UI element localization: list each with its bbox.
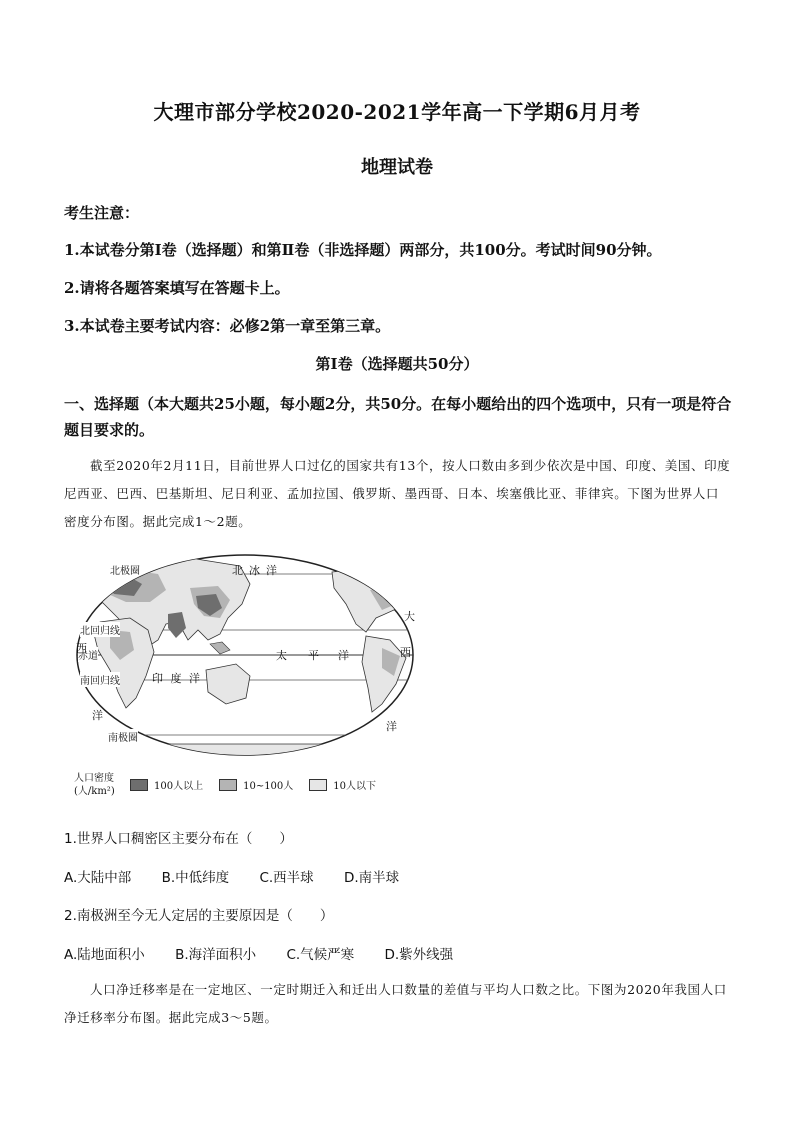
question-1-options (64, 866, 425, 886)
legend-swatch-high (130, 779, 148, 791)
q1-option-d[interactable]: D.南半球 (343, 870, 400, 886)
label-pacific-tai: 太 (276, 649, 287, 662)
legend-swatch-medium (219, 779, 237, 791)
q1-option-a[interactable]: A.大陆中部 (64, 870, 132, 886)
label-atlantic-west-xi: 西 (76, 642, 87, 655)
label-antarctic-circle: 南极圈 (108, 729, 138, 744)
notice-heading: 考生注意： (64, 204, 140, 222)
passage-1: 截至2020年2月11日，目前世界人口过亿的国家共有13个，按人口数由多到少依次是中国、印度、美国、印度尼西亚、巴西、巴基斯坦、尼日利亚、孟加拉国、俄罗斯、墨西哥、日本、埃塞俄比亚、菲律宾。下图为世界人口密度分布图。据此完成1～2题。 (64, 458, 731, 529)
passage-2: 人口净迁移率是在一定地区、一定时期迁入和迁出人口数量的差值与平均人口数之比。下图为2020年我国人口净迁移率分布图。据此完成3～5题。 (64, 982, 727, 1025)
legend-swatch-low (309, 779, 327, 791)
exam-title: 大理市部分学校2020-2021学年高一下学期6月月考 (153, 100, 641, 124)
label-tropic-cancer: 北回归线 (80, 622, 120, 637)
notice-item-3: 3.本试卷主要考试内容：必修2第一章至第三章。 (64, 317, 391, 335)
question-2-stem: 2.南极洲至今无人定居的主要原因是（ ） (64, 908, 334, 924)
label-pacific-yang: 洋 (338, 649, 349, 662)
q1-option-c[interactable]: C.西半球 (259, 870, 314, 886)
legend-items (130, 777, 376, 792)
legend-label-medium: 10~100人 (243, 781, 294, 792)
q2-option-b[interactable]: B.海洋面积小 (175, 947, 257, 963)
label-atlantic-east-da: 大 (404, 610, 415, 623)
label-arctic-circle: 北极圈 (110, 566, 140, 577)
legend-title-line2: (人/km²) (74, 786, 115, 797)
world-population-density-map (70, 552, 420, 802)
section-instructions: 一、选择题（本大题共25小题，每小题2分，共50分。在每小题给出的四个选项中，只有一项是符合题目要求的。 (64, 395, 732, 439)
question-2-options (64, 943, 479, 963)
q2-option-a[interactable]: A.陆地面积小 (64, 947, 145, 963)
legend-title-line1: 人口密度 (74, 773, 114, 784)
legend-label-high: 100人以上 (154, 781, 204, 792)
legend-title (74, 772, 115, 798)
notice-item-2: 2.请将各题答案填写在答题卡上。 (64, 279, 290, 297)
q2-option-c[interactable]: C.气候严寒 (286, 947, 355, 963)
question-1-stem: 1.世界人口稠密区主要分布在（ ） (64, 831, 293, 847)
q2-option-d[interactable]: D.紫外线强 (384, 947, 454, 963)
q1-option-b[interactable]: B.中低纬度 (161, 870, 230, 886)
label-pacific-ping: 平 (308, 649, 319, 662)
label-atlantic-east-yang: 洋 (386, 720, 397, 733)
exam-subject: 地理试卷 (361, 157, 433, 178)
legend-label-low: 10人以下 (333, 781, 377, 792)
part1-heading: 第Ⅰ卷（选择题共50分） (315, 355, 479, 373)
antarctica-shape (70, 744, 420, 802)
label-atlantic-east-xi: 西 (400, 646, 411, 659)
label-tropic-capricorn: 南回归线 (80, 672, 120, 687)
label-arctic-ocean: 北冰洋 (232, 564, 283, 577)
label-atlantic-west-yang: 洋 (92, 709, 103, 722)
label-equator: 赤道 (78, 647, 98, 662)
label-indian-ocean: 印 度 洋 (152, 672, 202, 685)
notice-item-1: 1.本试卷分第Ⅰ卷（选择题）和第Ⅱ卷（非选择题）两部分，共100分。考试时间90分钟。 (64, 241, 662, 259)
